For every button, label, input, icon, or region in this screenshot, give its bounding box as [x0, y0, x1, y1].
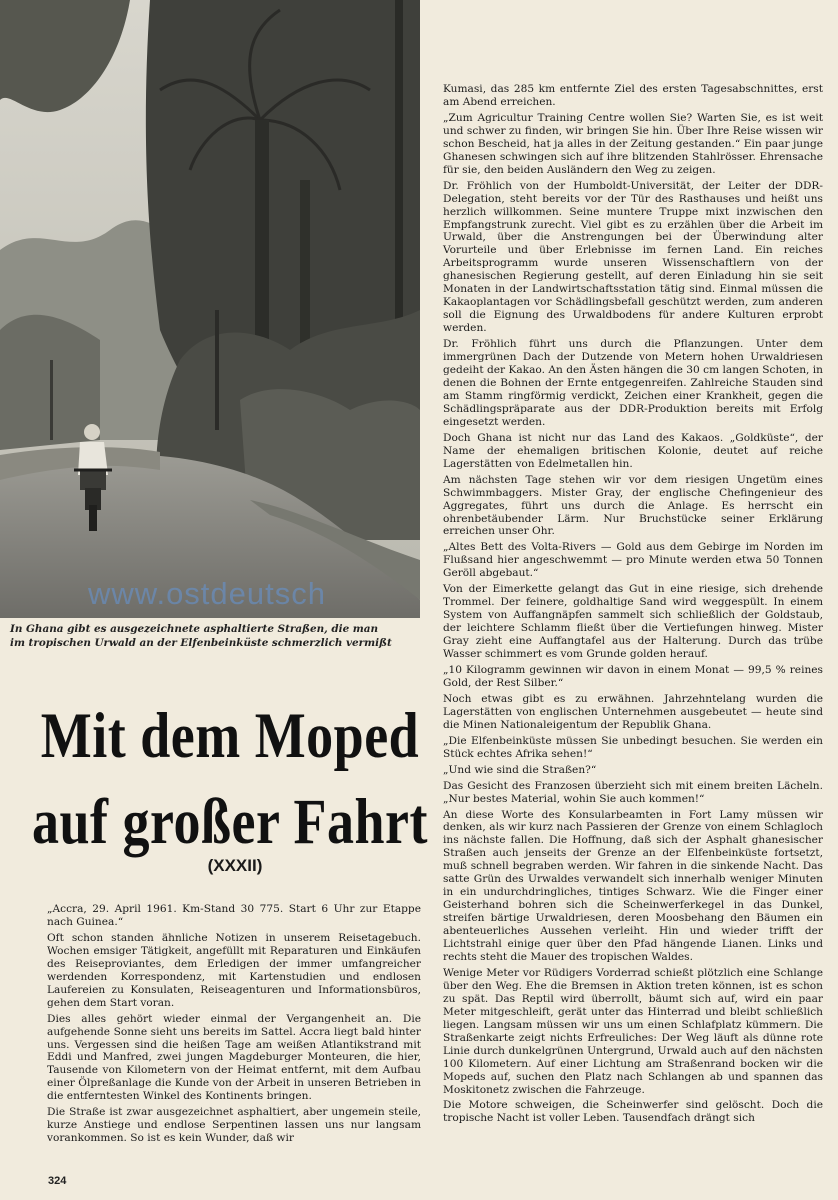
photo-caption [10, 623, 420, 650]
paragraph: „Altes Bett des Volta-Rivers — Gold aus dem Gebirge im Norden im Flußsand hier angeschwemmt — pro Minute werden etwa 50 Tonnen Geröll abgebaut.“ [443, 541, 823, 580]
paragraph: Die Straße ist zwar ausgezeichnet asphaltiert, aber ungemein steile, kurze Anstiege und endlose Serpentinen lassen uns nur langsam vorankommen. So ist es kein Wunder, daß wir [47, 1106, 421, 1145]
paragraph: Dr. Fröhlich führt uns durch die Pflanzungen. Unter dem immergrünen Dach der Dutzende von Metern hohen Urwaldriesen gedeiht der Kakao. An den Ästen hängen die 30 cm langen Schoten, in denen die Bohnen der Ernte entgegenreifen. Zahlreiche Stauden sind am Stamm ringförmig verdickt, Zeichen einer Krankheit, gegen die Schädlingspräparate aus der DDR-Produktion bereits mit Erfolg eingesetzt werden. [443, 338, 823, 428]
paragraph: Kumasi, das 285 km entfernte Ziel des ersten Tagesabschnittes, erst am Abend erreichen. [443, 83, 823, 108]
paragraph: Von der Eimerkette gelangt das Gut in eine riesige, sich drehende Trommel. Der feinere, goldhaltige Sand wird weggespült. In einem System von Auffangnäpfen sammelt sich schließlich der Goldstaub, der leichtere Schlamm fließt über die Vertiefungen hinweg. Mister Gray zieht eine Auffangtafel aus der Halterung. Durch das trübe Wasser schimmert es vom Grunde golden herauf. [443, 583, 823, 661]
paragraph: Am nächsten Tage stehen wir vor dem riesigen Ungetüm eines Schwimmbaggers. Mister Gray, der englische Chefingenieur des Aggregates, führt uns durch die Anlage. Es herrscht ein ohrenbetäubender Lärm. Nur Bruchstücke seiner Erklärung erreichen unser Ohr. [443, 473, 823, 538]
page-number: 324 [48, 1175, 67, 1187]
paragraph: „Die Elfenbeinküste müssen Sie unbedingt besuchen. Sie werden ein Stück echtes Afrika sehen!“ [443, 734, 823, 760]
paragraph: „Und wie sind die Straßen?“ [443, 763, 597, 776]
article-photo [0, 0, 420, 618]
paragraph: An diese Worte des Konsularbeamten in Fort Lamy müssen wir denken, als wir kurz nach Passieren der Grenze von einem Schlagloch ins nächste fallen. Die Hoffnung, daß sich der Asphalt ghanesischer Straßen auch jenseits der Grenze an der Elfenbeinküste fortsetzt, muß schnell begraben werden. Wir fahren in die sinkende Nacht. Das satte Grün des Urwaldes verwandelt sich innerhalb weniger Minuten in ein undurchdringliches, tintiges Schwarz. Wie die Finger einer Geisterhand bohren sich die Scheinwerferkegel in das Dunkel, streifen bärtige Urwaldriesen, deren Moosbehang den Bäumen ein abenteuerliches Aussehen verleiht. Hin und wieder trifft der Lichtstrahl einige quer über den Pfad hängende Lianen. Links und rechts steht die Mauer des tropischen Waldes. [443, 808, 823, 963]
paragraph: Die Motore schweigen, die Scheinwerfer sind gelöscht. Doch die tropische Nacht ist voller Leben. Tausendfach drängt sich [443, 1099, 823, 1125]
paragraph: Das Gesicht des Franzosen überzieht sich mit einem breiten Lächeln. „Nur bestes Material, wohin Sie auch kommen!“ [443, 779, 823, 805]
paragraph: „Accra, 29. April 1961. Km-Stand 30 775. Start 6 Uhr zur Etappe nach Guinea.“ [47, 903, 421, 928]
watermark-text: www.ostdeutsch [88, 576, 326, 611]
paragraph: Wenige Meter vor Rüdigers Vorderrad schießt plötzlich eine Schlange über den Weg. Ehe die Bremsen in Aktion treten können, ist es schon zu spät. Das Reptil wird überrollt, bäumt sich auf, wird ein paar Meter mitgeschleift, gerät unter das Hinterrad und bleibt schließlich liegen. Langsam müssen wir uns um einen Schlafplatz kümmern. Die Straßenkarte zeigt nichts Erfreuliches: Der Weg läuft als dünne rote Linie durch dunkelgrünen Untergrund, Urwald auch auf den nächsten 100 Kilometern. Auf einer Lichtung am Straßenrand bocken wir die Mopeds auf, suchen den Platz nach Schlangen ab und spannen das Moskitonetz zwischen die Fahrzeuge. [443, 966, 823, 1096]
headline-line: Mit dem Moped [40, 699, 420, 772]
paragraph: „Zum Agricultur Training Centre wollen Sie? Warten Sie, es ist weit und schwer zu finden, wir bringen Sie hin. Über Ihre Reise wissen wir schon Bescheid, hat ja alles in der Zeitung gestanden.“ Ein paar junge Ghanesen schwingen sich auf ihre blitzenden Stahlrösser. Ehrensache für sie, den beiden Ausländern den Weg zu zeigen. [443, 111, 823, 176]
caption-line: In Ghana gibt es ausgezeichnete asphaltierte Straßen, die man [10, 623, 379, 635]
caption-line: im tropischen Urwald an der Elfenbeinküste schmerzlich vermißt [10, 636, 392, 649]
paragraph: „10 Kilogramm gewinnen wir davon in einem Monat — 99,5 % reines Gold, der Rest Silber.“ [443, 663, 823, 689]
paragraph: Dies alles gehört wieder einmal der Vergangenheit an. Die aufgehende Sonne sieht uns bereits im Sattel. Accra liegt bald hinter uns. Vergessen sind die heißen Tage am weißen Atlantikstrand mit Eddi und Manfred, zwei jungen Magdeburger Monteuren, die hier, Tausende von Kilometern von der Heimat entfernt, mit dem Aufbau einer Ölpreßanlage die Kunde von der Arbeit in unseren Betrieben in die entferntesten Winkel des Kontinents bringen. [47, 1012, 421, 1103]
paragraph: Doch Ghana ist nicht nur das Land des Kakaos. „Goldküste“, der Name der ehemaligen britischen Kolonie, deutet auf reiche Lagerstätten von Edelmetallen hin. [443, 431, 823, 470]
series-number: (XXXII) [207, 856, 263, 875]
headline-line: auf großer Fahrt [32, 785, 428, 858]
paragraph: Noch etwas gibt es zu erwähnen. Jahrzehntelang wurden die Lagerstätten von englischen Unternehmen ausgebeutet — heute sind die Minen Nationaleigentum der Republik Ghana. [443, 692, 823, 731]
paragraph: Oft schon standen ähnliche Notizen in unserem Reisetagebuch. Wochen emsiger Tätigkeit, angefüllt mit Reparaturen und Einkäufen des Reiseproviantes, dem Erledigen der immer umfangreicher werdenden Korrespondenz, mit Kartenstudien und endlosen Laufereien zu Konsulaten, Reiseagenturen und Informationsbüros, gehen dem Start voran. [47, 931, 421, 1009]
jungle-road-image [0, 0, 420, 618]
paragraph: Dr. Fröhlich von der Humboldt-Universität, der Leiter der DDR-Delegation, steht bereits vor der Tür des Rasthauses und heißt uns herzlich willkommen. Seine muntere Truppe mixt inzwischen den Empfangstrunk zurecht. Viel gibt es zu erzählen über die Arbeit im Urwald, über die Anstrengungen bei der Überwindung alter Vorurteile und über Erlebnisse im fernen Land. Ein reiches Arbeitsprogramm wurde unseren Wissenschaftlern von der ghanesischen Regierung gestellt, auf deren Einladung hin sie seit Monaten in der Landwirtschaftsstation tätig sind. Einmal müssen die Kakaoplantagen vor Schädlingsbefall geschützt werden, zum anderen soll die Eignung des Urwaldbodens für andere Kulturen erprobt werden. [443, 179, 823, 335]
right-text-column [443, 83, 823, 1128]
article-headline [30, 692, 430, 865]
left-text-column [47, 903, 421, 1148]
